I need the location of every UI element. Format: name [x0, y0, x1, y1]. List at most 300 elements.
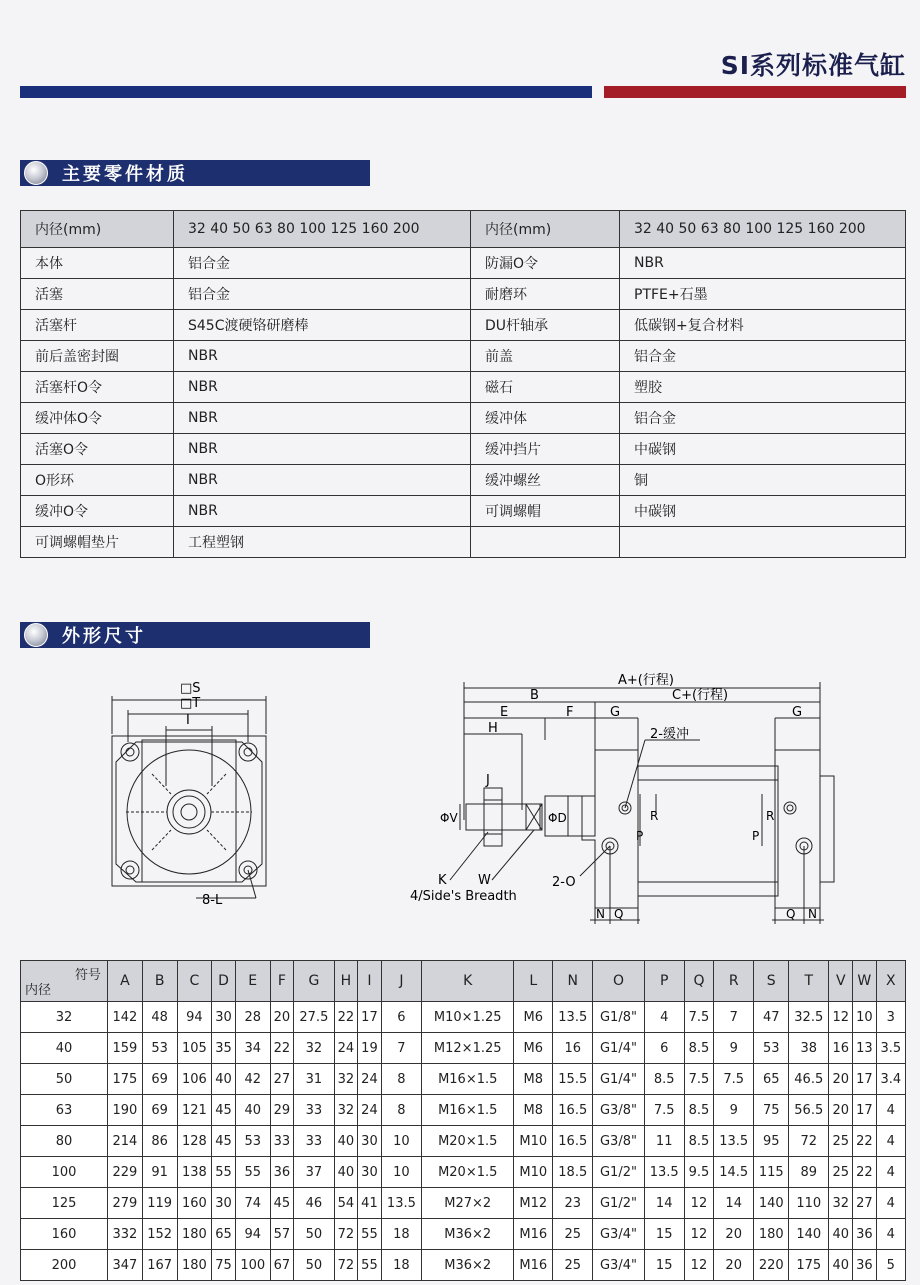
- table-cell: 105: [177, 1033, 212, 1064]
- table-cell: 25: [553, 1250, 593, 1281]
- label-t: □T: [180, 696, 201, 711]
- table-cell: M36×2: [422, 1219, 514, 1250]
- table-cell: 140: [789, 1219, 829, 1250]
- table-cell: 9: [714, 1033, 754, 1064]
- column-header: D: [212, 961, 236, 1002]
- table-cell: 缓冲体: [471, 403, 620, 434]
- table-cell: 50: [294, 1250, 334, 1281]
- table-cell: 175: [108, 1064, 143, 1095]
- label-n-right: N: [808, 907, 817, 921]
- table-cell: 本体: [21, 248, 174, 279]
- column-header: J: [381, 961, 421, 1002]
- materials-section-header: [20, 160, 370, 186]
- table-cell: 塑胶: [620, 372, 906, 403]
- table-cell: G3/4": [593, 1219, 644, 1250]
- table-cell: 32 40 50 63 80 100 125 160 200: [174, 211, 471, 248]
- label-d: ΦD: [548, 811, 567, 825]
- row-bore-cell: 63: [21, 1095, 108, 1126]
- label-v: ΦV: [440, 811, 458, 825]
- table-cell: 缓冲O令: [21, 496, 174, 527]
- table-row: [21, 248, 906, 279]
- table-cell: G1/2": [593, 1188, 644, 1219]
- table-cell: 铝合金: [620, 341, 906, 372]
- label-f: F: [566, 705, 574, 720]
- table-cell: 3.5: [876, 1033, 905, 1064]
- column-header: Q: [684, 961, 713, 1002]
- table-cell: 19: [358, 1033, 382, 1064]
- table-cell: 48: [142, 1002, 177, 1033]
- table-cell: 20: [829, 1064, 853, 1095]
- table-cell: 190: [108, 1095, 143, 1126]
- table-cell: M10: [514, 1126, 553, 1157]
- table-cell: 55: [358, 1250, 382, 1281]
- table-cell: 347: [108, 1250, 143, 1281]
- table-cell: 53: [754, 1033, 789, 1064]
- label-side-breadth: 4/Side's Breadth: [410, 889, 517, 904]
- table-cell: 4: [876, 1157, 905, 1188]
- row-bore-cell: 32: [21, 1002, 108, 1033]
- table-cell: 27: [853, 1188, 877, 1219]
- table-cell: 24: [358, 1064, 382, 1095]
- table-cell: 50: [294, 1219, 334, 1250]
- table-cell: 180: [177, 1250, 212, 1281]
- table-cell: 22: [334, 1002, 358, 1033]
- table-cell: 142: [108, 1002, 143, 1033]
- column-header: P: [644, 961, 684, 1002]
- table-cell: 13: [853, 1033, 877, 1064]
- table-cell: 18.5: [553, 1157, 593, 1188]
- table-row: [21, 527, 906, 558]
- corner-bore-label: 内径: [25, 983, 52, 998]
- table-cell: NBR: [174, 496, 471, 527]
- table-cell: 20: [829, 1095, 853, 1126]
- row-bore-cell: 80: [21, 1126, 108, 1157]
- table-cell: 22: [853, 1157, 877, 1188]
- label-c: C+(行程): [672, 688, 729, 703]
- table-cell: 38: [789, 1033, 829, 1064]
- table-cell: 180: [754, 1219, 789, 1250]
- table-cell: 69: [142, 1095, 177, 1126]
- table-cell: 32 40 50 63 80 100 125 160 200: [620, 211, 906, 248]
- table-cell: 13.5: [714, 1126, 754, 1157]
- table-cell: 25: [553, 1219, 593, 1250]
- table-cell: 铝合金: [620, 403, 906, 434]
- table-cell: 22: [853, 1126, 877, 1157]
- table-cell: 89: [789, 1157, 829, 1188]
- table-cell: M36×2: [422, 1250, 514, 1281]
- table-cell: [471, 527, 620, 558]
- table-cell: [620, 527, 906, 558]
- table-cell: 36: [853, 1219, 877, 1250]
- table-cell: 140: [754, 1188, 789, 1219]
- table-cell: 55: [358, 1219, 382, 1250]
- table-cell: M10: [514, 1157, 553, 1188]
- table-cell: 53: [142, 1033, 177, 1064]
- table-cell: G3/4": [593, 1250, 644, 1281]
- table-cell: 34: [235, 1033, 270, 1064]
- table-row: [21, 310, 906, 341]
- table-cell: 46.5: [789, 1064, 829, 1095]
- table-cell: 7.5: [684, 1002, 713, 1033]
- table-cell: 214: [108, 1126, 143, 1157]
- materials-section-title: 主要零件材质: [62, 164, 188, 185]
- label-q-right: Q: [786, 907, 796, 921]
- column-header: H: [334, 961, 358, 1002]
- table-cell: 16.5: [553, 1126, 593, 1157]
- table-row: [21, 279, 906, 310]
- column-header: E: [235, 961, 270, 1002]
- table-cell: 9.5: [684, 1157, 713, 1188]
- table-cell: 中碳钢: [620, 434, 906, 465]
- table-cell: 磁石: [471, 372, 620, 403]
- table-cell: 40: [235, 1095, 270, 1126]
- table-cell: 6: [644, 1033, 684, 1064]
- table-cell: 13.5: [381, 1188, 421, 1219]
- table-cell: G1/2": [593, 1157, 644, 1188]
- label-k: K: [438, 873, 447, 888]
- table-cell: 32: [829, 1188, 853, 1219]
- table-cell: M6: [514, 1002, 553, 1033]
- label-l: 8-L: [202, 893, 223, 908]
- table-cell: 8: [381, 1095, 421, 1126]
- table-row: [21, 403, 906, 434]
- table-cell: 229: [108, 1157, 143, 1188]
- materials-header-row: [21, 211, 906, 248]
- table-cell: 24: [358, 1095, 382, 1126]
- table-cell: 128: [177, 1126, 212, 1157]
- table-cell: M20×1.5: [422, 1126, 514, 1157]
- table-cell: 24: [334, 1033, 358, 1064]
- table-cell: 30: [358, 1157, 382, 1188]
- table-row: [21, 1250, 906, 1281]
- table-cell: 32: [334, 1064, 358, 1095]
- table-cell: G1/8": [593, 1002, 644, 1033]
- table-cell: 32.5: [789, 1002, 829, 1033]
- table-cell: 36: [853, 1250, 877, 1281]
- table-cell: M10×1.25: [422, 1002, 514, 1033]
- table-cell: 缓冲螺丝: [471, 465, 620, 496]
- table-cell: 220: [754, 1250, 789, 1281]
- front-view-drawing: [96, 676, 296, 912]
- page-title: SI系列标准气缸: [720, 51, 906, 80]
- table-cell: 7: [714, 1002, 754, 1033]
- table-corner-cell: [21, 961, 108, 1002]
- table-cell: 45: [270, 1188, 294, 1219]
- table-cell: 4: [876, 1126, 905, 1157]
- label-o: 2-O: [552, 875, 576, 890]
- table-cell: M16: [514, 1219, 553, 1250]
- table-cell: 35: [212, 1033, 236, 1064]
- table-cell: 5: [876, 1250, 905, 1281]
- table-row: [21, 1126, 906, 1157]
- table-row: [21, 496, 906, 527]
- table-cell: 57: [270, 1219, 294, 1250]
- table-cell: 耐磨环: [471, 279, 620, 310]
- row-bore-cell: 200: [21, 1250, 108, 1281]
- table-row: [21, 1219, 906, 1250]
- table-cell: 65: [212, 1219, 236, 1250]
- table-row: [21, 1064, 906, 1095]
- table-cell: 8.5: [684, 1095, 713, 1126]
- table-cell: M16: [514, 1250, 553, 1281]
- table-cell: 332: [108, 1219, 143, 1250]
- table-cell: 活塞杆O令: [21, 372, 174, 403]
- table-cell: 95: [754, 1126, 789, 1157]
- column-header: W: [853, 961, 877, 1002]
- table-cell: M20×1.5: [422, 1157, 514, 1188]
- table-cell: 防漏O令: [471, 248, 620, 279]
- row-bore-cell: 160: [21, 1219, 108, 1250]
- table-cell: 16.5: [553, 1095, 593, 1126]
- table-cell: 8.5: [684, 1033, 713, 1064]
- table-cell: 10: [381, 1157, 421, 1188]
- table-cell: S45C渡硬铬研磨棒: [174, 310, 471, 341]
- label-b: B: [530, 688, 539, 703]
- table-cell: 活塞O令: [21, 434, 174, 465]
- label-r-right: R: [766, 809, 775, 823]
- table-row: [21, 1188, 906, 1219]
- label-w: W: [478, 873, 491, 888]
- table-cell: M16×1.5: [422, 1095, 514, 1126]
- table-cell: 铜: [620, 465, 906, 496]
- table-cell: 前后盖密封圈: [21, 341, 174, 372]
- table-row: [21, 1033, 906, 1064]
- table-cell: 46: [294, 1188, 334, 1219]
- table-cell: 91: [142, 1157, 177, 1188]
- column-header: T: [789, 961, 829, 1002]
- table-cell: 75: [212, 1250, 236, 1281]
- column-header: R: [714, 961, 754, 1002]
- table-cell: 4: [876, 1188, 905, 1219]
- side-view-drawing: [400, 670, 840, 932]
- table-cell: 36: [270, 1157, 294, 1188]
- table-cell: O形环: [21, 465, 174, 496]
- column-header: K: [422, 961, 514, 1002]
- column-header: C: [177, 961, 212, 1002]
- table-cell: 40: [334, 1157, 358, 1188]
- table-cell: 74: [235, 1188, 270, 1219]
- table-row: [21, 434, 906, 465]
- table-cell: 内径(mm): [471, 211, 620, 248]
- table-cell: NBR: [174, 465, 471, 496]
- dimensions-table: [20, 960, 906, 1281]
- table-cell: 20: [270, 1002, 294, 1033]
- table-cell: 69: [142, 1064, 177, 1095]
- table-cell: 20: [714, 1250, 754, 1281]
- table-cell: 121: [177, 1095, 212, 1126]
- table-cell: 工程塑钢: [174, 527, 471, 558]
- table-cell: 279: [108, 1188, 143, 1219]
- table-cell: 3: [876, 1002, 905, 1033]
- table-cell: 10: [853, 1002, 877, 1033]
- table-cell: 4: [876, 1219, 905, 1250]
- table-cell: 67: [270, 1250, 294, 1281]
- table-row: [21, 1157, 906, 1188]
- table-cell: 167: [142, 1250, 177, 1281]
- label-h: H: [488, 721, 498, 736]
- table-cell: M8: [514, 1095, 553, 1126]
- table-cell: 12: [684, 1250, 713, 1281]
- table-cell: 17: [358, 1002, 382, 1033]
- table-cell: M16×1.5: [422, 1064, 514, 1095]
- label-p-right: P: [752, 829, 760, 843]
- table-cell: 25: [829, 1126, 853, 1157]
- table-row: [21, 1002, 906, 1033]
- label-e: E: [500, 705, 509, 720]
- table-cell: NBR: [174, 341, 471, 372]
- table-cell: 72: [334, 1219, 358, 1250]
- table-cell: 47: [754, 1002, 789, 1033]
- label-g-right: G: [792, 705, 803, 720]
- table-cell: 94: [235, 1219, 270, 1250]
- table-cell: 铝合金: [174, 279, 471, 310]
- table-cell: 20: [714, 1219, 754, 1250]
- table-cell: 可调螺帽垫片: [21, 527, 174, 558]
- table-cell: 前盖: [471, 341, 620, 372]
- column-header: F: [270, 961, 294, 1002]
- table-cell: 可调螺帽: [471, 496, 620, 527]
- table-cell: 8: [381, 1064, 421, 1095]
- label-p-left: P: [636, 829, 644, 843]
- table-cell: 低碳钢+复合材料: [620, 310, 906, 341]
- table-cell: 缓冲体O令: [21, 403, 174, 434]
- table-cell: 31: [294, 1064, 334, 1095]
- table-cell: 22: [270, 1033, 294, 1064]
- table-cell: M12×1.25: [422, 1033, 514, 1064]
- table-cell: 100: [235, 1250, 270, 1281]
- table-cell: NBR: [174, 372, 471, 403]
- table-cell: PTFE+石墨: [620, 279, 906, 310]
- table-cell: 32: [334, 1095, 358, 1126]
- table-cell: 13.5: [644, 1157, 684, 1188]
- table-cell: 14.5: [714, 1157, 754, 1188]
- table-cell: 活塞: [21, 279, 174, 310]
- table-cell: 11: [644, 1126, 684, 1157]
- table-cell: 33: [294, 1095, 334, 1126]
- column-header: I: [358, 961, 382, 1002]
- label-a: A+(行程): [618, 673, 674, 688]
- column-header: N: [553, 961, 593, 1002]
- table-cell: 175: [789, 1250, 829, 1281]
- column-header: X: [876, 961, 905, 1002]
- table-cell: 14: [714, 1188, 754, 1219]
- table-cell: 159: [108, 1033, 143, 1064]
- table-row: [21, 341, 906, 372]
- table-cell: 18: [381, 1250, 421, 1281]
- table-cell: 17: [853, 1095, 877, 1126]
- table-cell: 活塞杆: [21, 310, 174, 341]
- table-cell: G3/8": [593, 1095, 644, 1126]
- table-cell: M6: [514, 1033, 553, 1064]
- table-cell: 30: [212, 1188, 236, 1219]
- column-header: V: [829, 961, 853, 1002]
- table-cell: 17: [853, 1064, 877, 1095]
- row-bore-cell: 40: [21, 1033, 108, 1064]
- table-cell: 16: [553, 1033, 593, 1064]
- table-cell: M27×2: [422, 1188, 514, 1219]
- label-r-left: R: [650, 809, 659, 823]
- table-cell: 54: [334, 1188, 358, 1219]
- table-cell: 6: [381, 1002, 421, 1033]
- table-cell: 15: [644, 1219, 684, 1250]
- table-cell: G3/8": [593, 1126, 644, 1157]
- table-cell: 4: [644, 1002, 684, 1033]
- table-cell: 30: [212, 1002, 236, 1033]
- table-cell: DU杆轴承: [471, 310, 620, 341]
- column-header: G: [294, 961, 334, 1002]
- table-cell: M8: [514, 1064, 553, 1095]
- table-cell: 65: [754, 1064, 789, 1095]
- table-cell: 55: [212, 1157, 236, 1188]
- label-i: I: [186, 713, 190, 728]
- table-cell: 14: [644, 1188, 684, 1219]
- label-cushion: 2-缓冲: [650, 727, 689, 742]
- table-cell: 13.5: [553, 1002, 593, 1033]
- section-bullet-icon: [24, 623, 48, 647]
- dimensions-section-title: 外形尺寸: [62, 626, 146, 647]
- materials-table: [20, 210, 906, 558]
- table-cell: 56.5: [789, 1095, 829, 1126]
- table-cell: 8.5: [684, 1126, 713, 1157]
- column-header: S: [754, 961, 789, 1002]
- table-cell: 8.5: [644, 1064, 684, 1095]
- table-cell: 9: [714, 1095, 754, 1126]
- table-cell: 115: [754, 1157, 789, 1188]
- table-cell: 7.5: [714, 1064, 754, 1095]
- table-cell: NBR: [174, 403, 471, 434]
- table-row: [21, 465, 906, 496]
- table-cell: 12: [684, 1188, 713, 1219]
- table-cell: 10: [381, 1126, 421, 1157]
- table-cell: 32: [294, 1033, 334, 1064]
- table-cell: 40: [334, 1126, 358, 1157]
- table-cell: G1/4": [593, 1033, 644, 1064]
- section-bullet-icon: [24, 161, 48, 185]
- corner-symbol-label: 符号: [74, 968, 101, 983]
- row-bore-cell: 50: [21, 1064, 108, 1095]
- label-q-left: Q: [614, 907, 624, 921]
- table-cell: 4: [876, 1095, 905, 1126]
- row-bore-cell: 125: [21, 1188, 108, 1219]
- table-cell: 106: [177, 1064, 212, 1095]
- header-bar-blue: [20, 86, 592, 98]
- table-cell: 缓冲挡片: [471, 434, 620, 465]
- table-cell: 119: [142, 1188, 177, 1219]
- table-cell: 45: [212, 1126, 236, 1157]
- table-cell: NBR: [174, 434, 471, 465]
- table-cell: 12: [829, 1002, 853, 1033]
- table-cell: 15: [644, 1250, 684, 1281]
- table-cell: 7: [381, 1033, 421, 1064]
- table-cell: 86: [142, 1126, 177, 1157]
- dimensions-section-header: [20, 622, 370, 648]
- table-cell: 15.5: [553, 1064, 593, 1095]
- table-cell: 152: [142, 1219, 177, 1250]
- table-cell: 12: [684, 1219, 713, 1250]
- table-cell: 41: [358, 1188, 382, 1219]
- column-header: O: [593, 961, 644, 1002]
- table-cell: 138: [177, 1157, 212, 1188]
- table-cell: NBR: [620, 248, 906, 279]
- table-cell: 55: [235, 1157, 270, 1188]
- table-cell: 29: [270, 1095, 294, 1126]
- table-cell: 75: [754, 1095, 789, 1126]
- column-header: B: [142, 961, 177, 1002]
- table-cell: 中碳钢: [620, 496, 906, 527]
- table-cell: 37: [294, 1157, 334, 1188]
- label-s: □S: [180, 681, 201, 696]
- dimensions-header-row: [21, 961, 906, 1002]
